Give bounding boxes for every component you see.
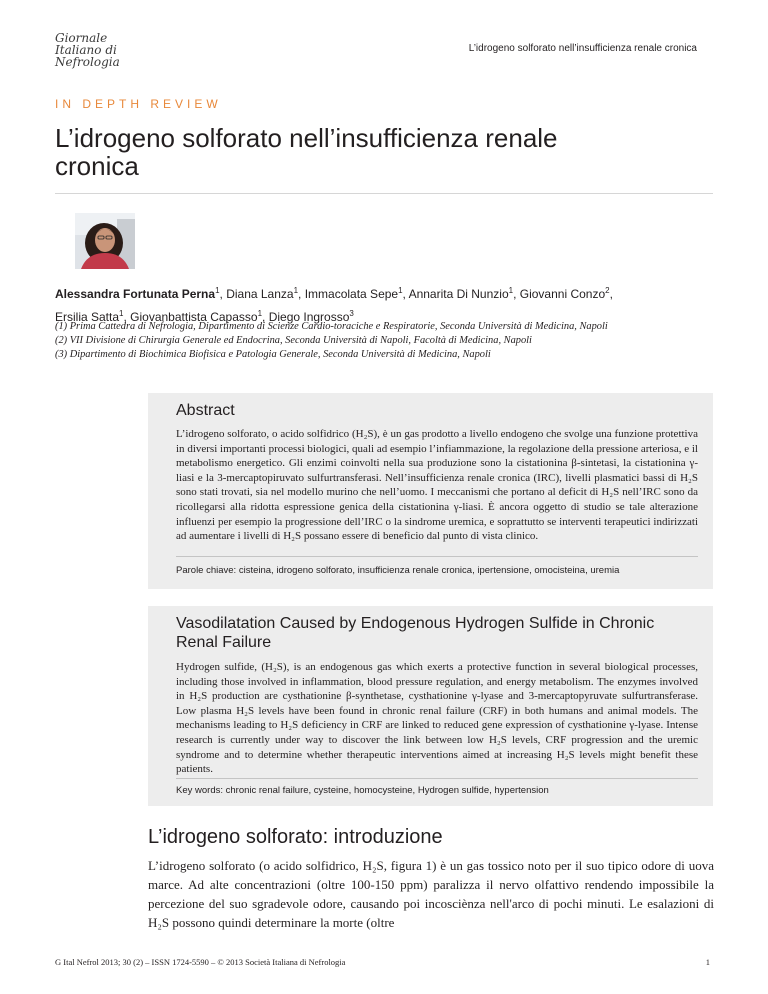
affiliation: (2) VII Divisione di Chirurgia Generale ed Endocrina, Seconda Università di Napoli, Facoltà di Medicina, Napoli [55,335,532,346]
affiliation-ref: 1 [398,286,403,295]
author-separator: , [513,287,520,301]
author-name: Immacolata Sepe [304,287,399,301]
title-divider [55,193,713,194]
section-heading: L’idrogeno solforato: introduzione [148,826,443,848]
keywords: Parole chiave: cisteina, idrogeno solforato, insufficienza renale cronica, ipertensione, omocisteina, uremia [176,565,620,576]
author-name: Alessandra Fortunata Perna [55,287,216,301]
journal-logo [55,32,120,68]
article-type-label: IN DEPTH REVIEW [55,97,222,111]
journal-logo-line: Italiano di [55,43,117,57]
author [409,287,520,301]
affiliation-ref: 2 [605,286,610,295]
footer-citation: G Ital Nefrol 2013; 30 (2) – ISSN 1724-5590 – © 2013 Società Italiana di Nefrologia [55,957,346,967]
affiliation-list [55,320,735,362]
abstract-english [148,606,713,806]
author-name: Ersilia Satta [55,310,120,324]
abstract-divider [176,778,698,779]
author-photo [75,213,135,269]
author-name: Giovanni Conzo [519,287,606,301]
author-name: Giovanbattista Capasso [130,310,258,324]
abstract-italian [148,393,713,589]
author-portrait-image [75,213,135,269]
abstract-heading: Vasodilatation Caused by Endogenous Hydrogen Sulfide in Chronic Renal Failure [176,615,655,651]
author-separator: , [609,287,613,301]
abstract-text: L’idrogeno solforato, o acido solfidrico (H₂S), è un gas prodotto a livello endogeno che svolge una funzione protettiva in diversi importanti processi biologici, quali ad esempio l’infiammazione, la regolazione della pressione arteriosa, e il metabolismo energetico. Gli enzimi coinvolti nella sua produzione sono la cistationina β-sintetasi, la cistationina γ-liasi e la 3-mercaptopiruvato sulfurtransferasi. Nell’insufficienza renale cronica (IRC), livelli plasmatici bassi di H₂S sono stati trovati, sia nel modello murino che nell’uomo. I meccanismi che portano al deficit di H₂S nell’IRC sono da ricollegarsi alla ridotta espressione genica della cistationina γ-liasi. È ancora oggetto di studio se tale alterazione influenzi per esempio la progressione dell’IRC o la sindrome uremica, e soprattutto se interventi terapeutici indirizzati ad aumentare i livelli di H₂S possano essere di beneficio dal punto di vista clinico. [176,428,698,543]
author-separator: , [402,287,409,301]
author-name: Diego Ingrosso [268,310,350,324]
affiliation-ref: 1 [215,286,220,295]
keywords: Key words: chronic renal failure, cysteine, homocysteine, Hydrogen sulfide, hypertension [176,785,549,796]
affiliation-ref: 1 [293,286,299,295]
affiliation-ref: 1 [508,286,514,295]
author [520,287,613,301]
author-separator: , [298,287,305,301]
article-title: L’idrogeno solforato nell’insufficienza renale cronica [55,123,558,181]
affiliation: (1) Prima Cattedra di Nefrologia, Dipartimento di Scienze Cardio-toraciche e Respiratorie, Seconda Università di Medicina, Napoli [55,321,608,332]
abstract-divider [176,556,698,557]
affiliation-ref: 3 [349,309,354,318]
author [226,287,305,301]
affiliation: (3) Dipartimento di Biochimica Biofisica e Patologia Generale, Seconda Università di Medicina, Napoli [55,349,491,360]
author-separator: , [262,310,269,324]
author-name: Diana Lanza [226,287,294,301]
author [55,287,226,301]
journal-logo-line: Giornale [55,31,108,45]
author-separator: , [219,287,227,301]
author-separator: , [123,310,131,324]
running-title: L’idrogeno solforato nell’insufficienza renale cronica [468,43,697,54]
affiliation-ref: 1 [119,309,124,318]
body-paragraph: L’idrogeno solforato (o acido solfidrico, H₂S, figura 1) è un gas tossico noto per il suo tipico odore di uova marce. Ad alte concentrazioni (oltre 100-150 ppm) paralizza il nervo olfattivo rendendo impossibile la percezione del suo sgradevole odore, causando poi incosciènza nell'arco di pochi minuti. Le esalazioni di H₂S possono quindi determinare la morte (oltre [148,858,714,930]
page-number: 1 [705,957,710,967]
author-name: Annarita Di Nunzio [408,287,509,301]
affiliation-ref: 1 [257,309,263,318]
abstract-text: Hydrogen sulfide, (H₂S), is an endogenous gas which exerts a protective function in several biological processes, including those involved in inflammation, blood pressure regulation, and energy metabolism. The enzymes involved in H₂S production are cysthationine β-synthetase, cysthationine γ-lyase and 3-mercaptopyruvate sulfurtransferase. Low plasma H₂S levels have been found in chronic renal failure (CRF) in both humans and animal models. The mechanisms leading to H₂S deficiency in CRF are linked to reduced gene expression of cysthationine γ-lyase. Intense research is currently under way to discover the link between low H₂S levels, CRF progression and the uremic syndrome and to determine whether therapeutic interventions aimed at increasing H₂S levels might benefit these patients. [176,661,698,776]
author [305,287,409,301]
journal-logo-line: Nefrologia [55,55,120,69]
abstract-heading: Abstract [176,402,235,419]
